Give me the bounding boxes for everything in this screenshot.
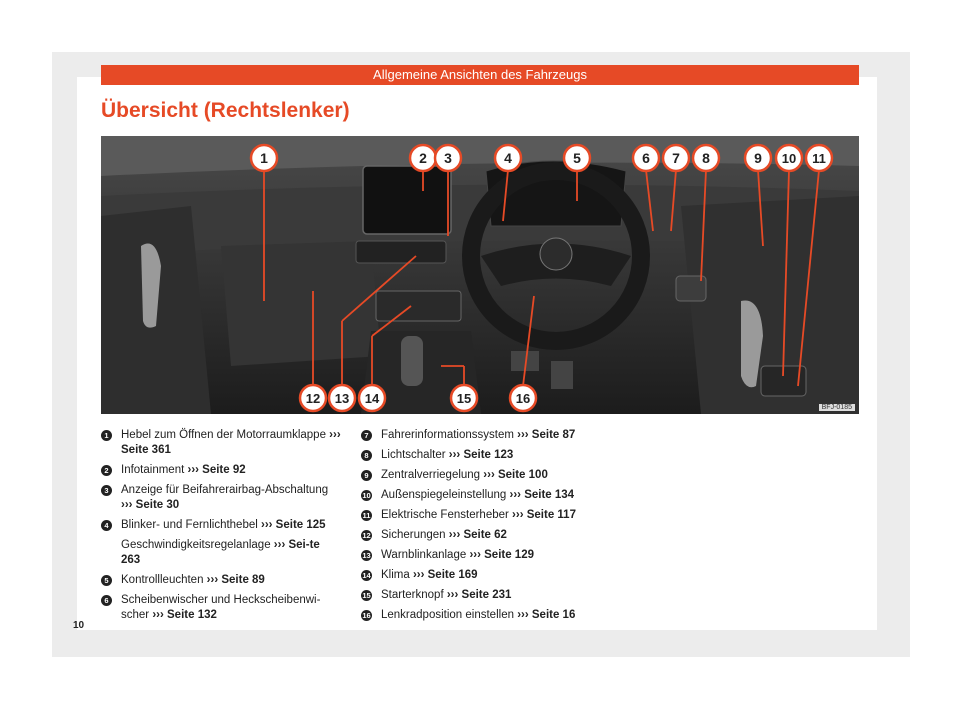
dashboard-figure	[101, 136, 859, 414]
legend-text: Scheibenwischer und Heckscheibenwi-scher	[121, 594, 321, 621]
page-reference: ››› Seite 134	[509, 489, 575, 501]
legend-text: Elektrische Fensterheber	[381, 509, 513, 521]
legend-item	[361, 508, 611, 523]
page-reference: ››› Seite 169	[412, 569, 478, 581]
legend-number: 6	[101, 595, 112, 606]
callout-label: 13	[334, 391, 350, 406]
legend-item	[361, 488, 611, 503]
legend-text: Lenkradposition einstellen	[381, 609, 518, 621]
legend-number: 10	[362, 491, 371, 500]
legend-item	[361, 468, 611, 483]
legend-text: Klima	[381, 569, 413, 581]
page-title: Übersicht (Rechtslenker)	[101, 99, 350, 122]
legend-text: Blinker- und Fernlichthebel	[121, 519, 261, 531]
callout-label: 16	[515, 391, 531, 406]
climate-panel	[376, 291, 461, 321]
page-reference: ››› Seite 16	[517, 609, 576, 621]
page-reference: ››› Seite 30	[121, 499, 180, 511]
legend-item	[361, 448, 611, 463]
legend-item	[101, 463, 341, 478]
legend-text: Geschwindigkeitsregelanlage	[121, 539, 274, 551]
legend-text: Kontrollleuchten	[121, 574, 207, 586]
steering-hub	[540, 238, 572, 270]
legend-number: 1	[101, 430, 112, 441]
legend-item	[101, 573, 341, 588]
callout-label: 5	[573, 150, 581, 166]
legend-item	[101, 518, 341, 533]
legend-number: 14	[362, 571, 371, 580]
page-reference: ››› Seite 62	[448, 529, 507, 541]
legend-text: Infotainment	[121, 464, 188, 476]
page-reference: ››› Seite 361	[121, 429, 341, 456]
legend-item	[361, 588, 611, 603]
legend-number: 15	[362, 591, 371, 600]
legend-text: Warnblinkanlage	[381, 549, 470, 561]
callout-label: 15	[456, 391, 472, 406]
infotainment-screen	[363, 166, 451, 234]
callout-label: 11	[812, 151, 826, 166]
legend-number: 9	[361, 470, 372, 481]
legend-item	[361, 528, 611, 543]
legend-number: 3	[101, 485, 112, 496]
legend-text: Starterknopf	[381, 589, 447, 601]
legend-number: 5	[101, 575, 112, 586]
legend-subitem	[101, 538, 341, 568]
center-vents	[356, 241, 446, 263]
legend-item	[361, 428, 611, 443]
callout-label: 6	[642, 150, 650, 166]
legend-text: Fahrerinformationssystem	[381, 429, 518, 441]
legend-right-column	[361, 428, 611, 628]
legend-number: 16	[362, 611, 371, 620]
page-reference: ››› Seite 87	[517, 429, 576, 441]
callout-label: 10	[781, 151, 797, 166]
legend-text: Zentralverriegelung	[381, 469, 484, 481]
legend-text: Sicherungen	[381, 529, 449, 541]
legend-item	[101, 593, 341, 623]
legend-number: 8	[361, 450, 372, 461]
dashboard-illustration	[101, 136, 859, 414]
page-number: 10	[73, 620, 85, 631]
legend-text: Außenspiegeleinstellung	[381, 489, 510, 501]
legend-item	[361, 548, 611, 563]
page-reference: ››› Seite 117	[512, 509, 576, 521]
page-reference: ››› Seite 100	[483, 469, 548, 481]
page-reference: ››› Seite 231	[446, 589, 512, 601]
figure-code: BFJ-0185	[819, 404, 855, 411]
page-reference: ››› Sei-te 263	[121, 539, 320, 566]
legend-number: 13	[362, 551, 371, 560]
legend-item	[361, 608, 611, 623]
section-header: Allgemeine Ansichten des Fahrzeugs	[101, 65, 859, 85]
page-reference: ››› Seite 123	[448, 449, 514, 461]
pedal	[551, 361, 573, 389]
callout-label: 2	[419, 150, 427, 166]
legend-item	[101, 483, 341, 513]
page-reference: ››› Seite 89	[206, 574, 265, 586]
legend-text: Hebel zum Öffnen der Motorraumklappe	[121, 429, 330, 441]
legend-number: 2	[101, 465, 112, 476]
callout-label: 1	[260, 150, 268, 166]
legend-number: 4	[101, 520, 112, 531]
callout-label: 3	[444, 150, 452, 166]
legend-item	[101, 428, 341, 458]
legend-number: 7	[361, 430, 372, 441]
page-reference: ››› Seite 132	[152, 609, 217, 621]
callout-label: 12	[305, 391, 321, 406]
legend-item	[361, 568, 611, 583]
callout-label: 14	[364, 391, 380, 406]
callout-label: 8	[702, 150, 710, 166]
legend-left-column	[101, 428, 341, 628]
callout-label: 7	[672, 150, 680, 166]
callout-label: 4	[504, 150, 512, 166]
page-reference: ››› Seite 92	[187, 464, 246, 476]
page-reference: ››› Seite 129	[469, 549, 534, 561]
gear-selector	[401, 336, 423, 386]
callout-label: 9	[754, 150, 762, 166]
legend-number: 12	[362, 531, 371, 540]
legend-number: 11	[362, 511, 371, 520]
legend-text: Lichtschalter	[381, 449, 449, 461]
legend-text: Anzeige für Beifahrerairbag-Abschaltung	[121, 484, 329, 496]
page-reference: ››› Seite 125	[261, 519, 326, 531]
